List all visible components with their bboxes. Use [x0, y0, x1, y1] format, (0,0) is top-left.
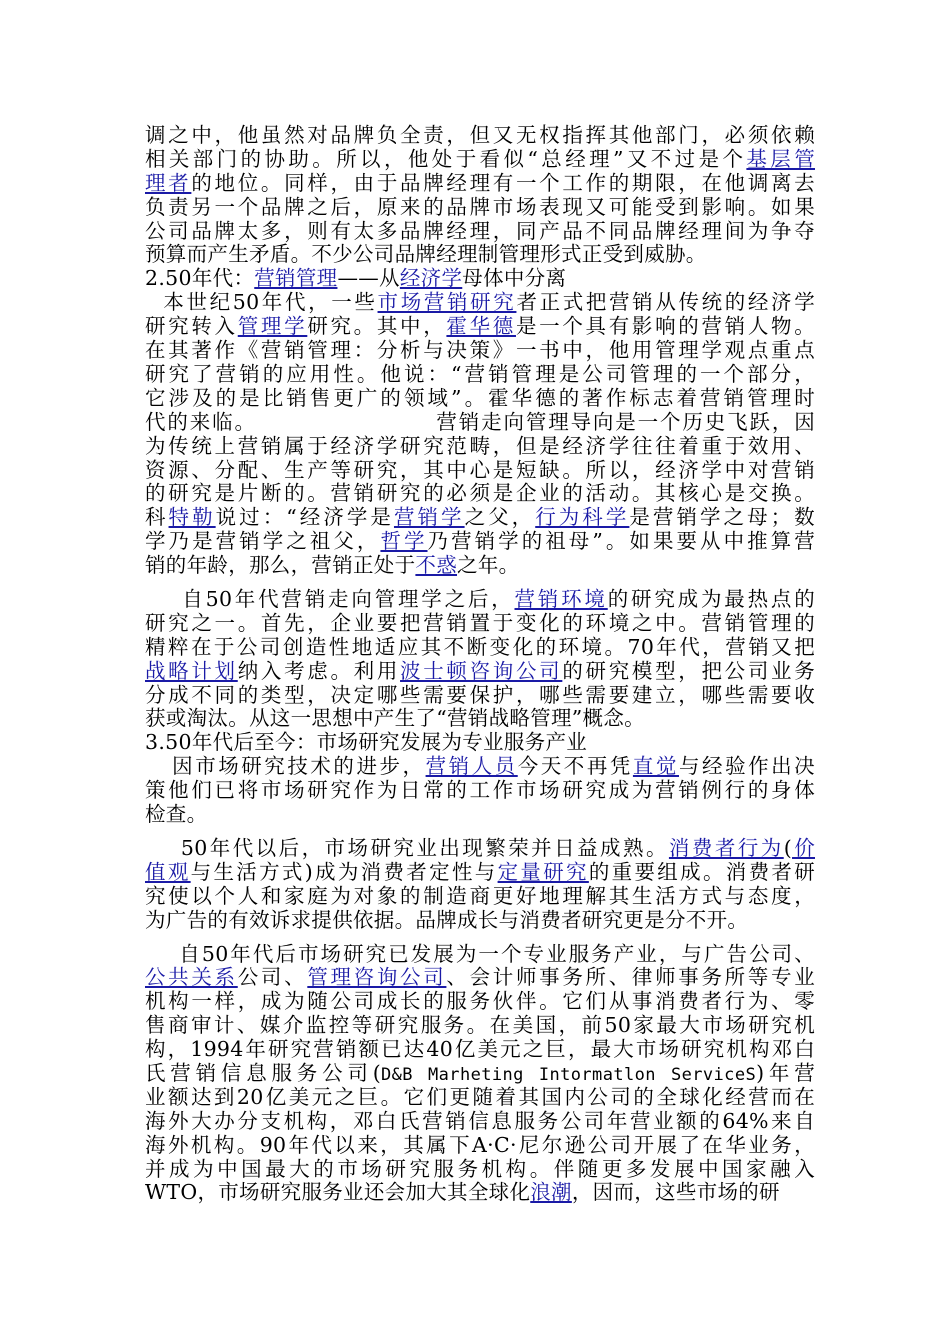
- text-line: [145, 554, 815, 578]
- text-run: 2.50年代：: [145, 266, 255, 291]
- paragraph-market-research-tech: [145, 755, 815, 827]
- text-run: 之父，: [464, 506, 536, 530]
- paragraph-gap: [145, 827, 815, 837]
- text-run: 的重要组成。消费者研: [588, 860, 815, 884]
- text-line: [145, 684, 815, 708]
- hyperlink[interactable]: 价: [792, 836, 815, 860]
- heading-section-2: [145, 267, 815, 291]
- text-line: [145, 885, 815, 909]
- text-line: [145, 1134, 815, 1158]
- text-line: [145, 291, 815, 315]
- text-run: 在其著作《营销管理：分析与决策》一书中，他用管理学观点重点: [145, 339, 815, 363]
- text-run: 为传统上营销属于经济学研究范畴，但是经济学往往着重于效用、: [145, 434, 815, 458]
- heading-section-3: [145, 731, 815, 755]
- paragraph-consumer-research: [145, 837, 815, 933]
- text-line: [145, 1181, 815, 1205]
- text-run: (: [783, 836, 793, 860]
- text-line: [145, 267, 815, 291]
- text-run: 乃营销学的祖母”。如果要从中推算营: [427, 530, 815, 554]
- hyperlink[interactable]: 浪潮: [530, 1180, 572, 1205]
- text-run: 自50年代后市场研究已发展为一个专业服务产业，与广告公司、: [145, 942, 815, 966]
- text-line: [145, 1158, 815, 1182]
- company-name-latin: D&B Marheting Intormatlon ServiceS: [381, 1064, 757, 1085]
- document-page: [145, 124, 815, 1205]
- text-run: 公司品牌太多，则有太多品牌经理，同产品不同品牌经理间为争夺: [145, 219, 815, 243]
- hyperlink[interactable]: 经济学: [399, 266, 463, 291]
- text-line: [145, 909, 815, 933]
- text-run: 代的来临。: [145, 410, 257, 434]
- text-line: [145, 220, 815, 244]
- text-run: 构，1994年研究营销额已达40亿美元之巨，最大市场研究机构邓白: [145, 1038, 815, 1062]
- text-run: 获或淘汰。从这一思想中产生了“营销战略管理”概念。: [145, 706, 645, 731]
- hyperlink[interactable]: 直觉: [632, 755, 679, 779]
- paragraph-gap: [145, 578, 815, 588]
- text-run: 检查。: [145, 802, 208, 827]
- text-line: [145, 966, 815, 990]
- text-run: 并成为中国最大的市场研究服务机构。伴随更多发展中国家融入: [145, 1157, 815, 1181]
- text-run: 自50年代营销走向管理学之后，: [145, 587, 515, 611]
- text-line: [145, 172, 815, 196]
- text-run: 的研究模型，把公司业务: [562, 659, 815, 683]
- hyperlink[interactable]: 管理学: [237, 315, 308, 339]
- text-line: [145, 1086, 815, 1110]
- text-run: 是营销学之母；数: [629, 506, 815, 530]
- text-run: 海外大办分支机构，邓白氏营销信息服务公司年营业额的64%来自: [145, 1109, 815, 1133]
- text-run: 的地位。同样，由于品牌经理有一个工作的期限，在他调离去: [191, 171, 815, 195]
- text-run: 销的年龄，那么，营销正处于: [145, 553, 416, 578]
- text-line: [145, 755, 815, 779]
- hyperlink[interactable]: 营销人员: [425, 755, 518, 779]
- hyperlink[interactable]: 管理咨询公司: [307, 966, 447, 990]
- text-line: [145, 124, 815, 148]
- paragraph-brand-manager: [145, 124, 815, 267]
- text-run: 是一个具有影响的营销人物。: [515, 315, 815, 339]
- text-line: [145, 731, 815, 755]
- hyperlink[interactable]: 营销管理: [254, 266, 338, 291]
- hyperlink[interactable]: 营销学: [393, 506, 465, 530]
- text-run: 3.50年代后至今：市场研究发展为专业服务产业: [145, 730, 588, 755]
- text-run: 研究了营销的应用性。他说：“营销管理是公司管理的一个部分，: [145, 362, 815, 386]
- text-run: 资源、分配、生产等研究，其中心是短缺。所以，经济学中对营销: [145, 458, 815, 482]
- text-run: 本世纪50年代，一些: [145, 291, 378, 315]
- text-run: 的研究是片断的。营销研究的必须是企业的活动。其核心是交换。: [145, 482, 815, 506]
- hyperlink[interactable]: 公共关系: [145, 966, 238, 990]
- hyperlink[interactable]: 理者: [145, 171, 192, 195]
- text-run: 今天不再凭: [517, 755, 633, 779]
- text-run: 负责另一个品牌之后，原来的品牌市场表现又可能受到影响。如果: [145, 195, 815, 219]
- text-run: 海外机构。90年代以来，其属下A·C·尼尔逊公司开展了在华业务，: [145, 1133, 815, 1157]
- text-line: [145, 196, 815, 220]
- text-run: 纳入考虑。利用: [237, 659, 401, 683]
- text-line: [145, 482, 815, 506]
- hyperlink[interactable]: 消费者行为: [668, 836, 784, 860]
- text-run: 业额达到20亿美元之巨。它们更随着其国内公司的全球化经营而在: [145, 1085, 815, 1109]
- text-line: [145, 339, 815, 363]
- text-line: [145, 1062, 815, 1086]
- text-run: 研究转入: [145, 315, 238, 339]
- text-line: [145, 363, 815, 387]
- hyperlink[interactable]: 不惑: [415, 553, 458, 578]
- hyperlink[interactable]: 定量研究: [497, 860, 589, 884]
- text-run: 营销走向管理导向是一个历史飞跃，因: [434, 410, 815, 434]
- text-line: [145, 837, 815, 861]
- paragraph-gap: [145, 933, 815, 943]
- text-run: 售商审计、媒介监控等研究服务。在美国，前50家最大市场研究机: [145, 1014, 815, 1038]
- text-run: 科: [145, 506, 169, 530]
- paragraph-marketing-environment: [145, 588, 815, 731]
- text-line: [145, 411, 815, 435]
- text-line: [145, 506, 815, 530]
- text-line: [145, 148, 815, 172]
- text-line: [145, 315, 815, 339]
- text-run: 预算而产生矛盾。不少公司品牌经理制管理形式正受到威胁。: [145, 242, 707, 267]
- text-line: [145, 435, 815, 459]
- text-run: 调之中，他虽然对品牌负全责，但又无权指挥其他部门，必须依赖: [145, 124, 815, 147]
- paragraph-professional-services: [145, 943, 815, 1206]
- text-run: 分成不同的类型，决定哪些需要保护，哪些需要建立，哪些需要收: [145, 683, 815, 707]
- text-run: 氏营销信息服务公司(: [145, 1061, 381, 1085]
- hyperlink[interactable]: 特勒: [168, 506, 216, 530]
- hyperlink[interactable]: 霍华德: [446, 315, 516, 339]
- text-run: 机构一样，成为随公司成长的服务伙伴。它们从事消费者行为、零: [145, 990, 815, 1014]
- text-line: [145, 1110, 815, 1134]
- text-run: 研究之一。首先，企业要把营销置于变化的环境之中。营销管理的: [145, 611, 815, 635]
- text-run: 说过：“经济学是: [215, 506, 394, 530]
- hyperlink[interactable]: 行为科学: [535, 506, 630, 530]
- text-run: 究使以个人和家庭为对象的制造商更好地理解其生活方式与态度，: [145, 884, 815, 908]
- text-run: 公司、: [237, 966, 308, 990]
- text-run: 与经验作出决: [679, 755, 815, 779]
- hyperlink[interactable]: 哲学: [380, 530, 428, 554]
- text-line: [145, 387, 815, 411]
- text-line: [145, 1014, 815, 1038]
- text-line: [145, 243, 815, 267]
- text-line: [145, 459, 815, 483]
- hyperlink[interactable]: 战略计划: [145, 659, 238, 683]
- text-run: 的研究成为最热点的: [607, 587, 815, 611]
- text-run: 与生活方式)成为消费者定性与: [190, 860, 498, 884]
- text-run: 学乃是营销学之祖父，: [145, 530, 381, 554]
- text-run: )年营: [756, 1061, 815, 1085]
- text-line: [145, 530, 815, 554]
- hyperlink[interactable]: 值观: [145, 860, 191, 884]
- text-line: [145, 943, 815, 967]
- hyperlink[interactable]: 营销环境: [514, 587, 608, 611]
- text-line: [145, 990, 815, 1014]
- text-line: [145, 1038, 815, 1062]
- text-run: 精粹在于公司创造性地适应其不断变化的环境。70年代，营销又把: [145, 635, 815, 659]
- text-run: ，因而，这些市场的研: [571, 1180, 780, 1205]
- text-run: ——从: [337, 266, 400, 291]
- text-run: 研究。其中，: [307, 315, 447, 339]
- hyperlink[interactable]: 波士顿咨询公司: [400, 659, 563, 683]
- text-line: [145, 803, 815, 827]
- text-line: [145, 779, 815, 803]
- text-run: 50年代以后，市场研究业出现繁荣并日益成熟。: [145, 836, 669, 860]
- text-run: 它涉及的是比销售更广的领域”。霍华德的著作标志着营销管理时: [145, 386, 815, 410]
- text-line: [145, 588, 815, 612]
- text-run: 母体中分离: [462, 266, 567, 291]
- text-run: 相关部门的协助。所以，他处于看似“总经理”又不过是个: [145, 147, 747, 171]
- text-run: 之年。: [457, 553, 520, 578]
- text-line: [145, 660, 815, 684]
- text-run: 因市场研究技术的进步，: [145, 755, 426, 779]
- text-run: 为广告的有效诉求提供依据。品牌成长与消费者研究更是分不开。: [145, 907, 749, 932]
- hyperlink[interactable]: 基层管: [746, 147, 815, 171]
- text-run: WTO，市场研究服务业还会加大其全球化: [145, 1180, 531, 1205]
- text-run: 策他们已将市场研究作为日常的工作市场研究成为营销例行的身体: [145, 779, 815, 803]
- text-line: [145, 612, 815, 636]
- paragraph-marketing-management: [145, 291, 815, 578]
- text-line: [145, 636, 815, 660]
- text-line: [145, 707, 815, 731]
- text-run: 者正式把营销从传统的经济学: [516, 291, 815, 315]
- text-line: [145, 861, 815, 885]
- text-run: 、会计师事务所、律师事务所等专业: [446, 966, 815, 990]
- hyperlink[interactable]: 市场营销研究: [377, 291, 517, 315]
